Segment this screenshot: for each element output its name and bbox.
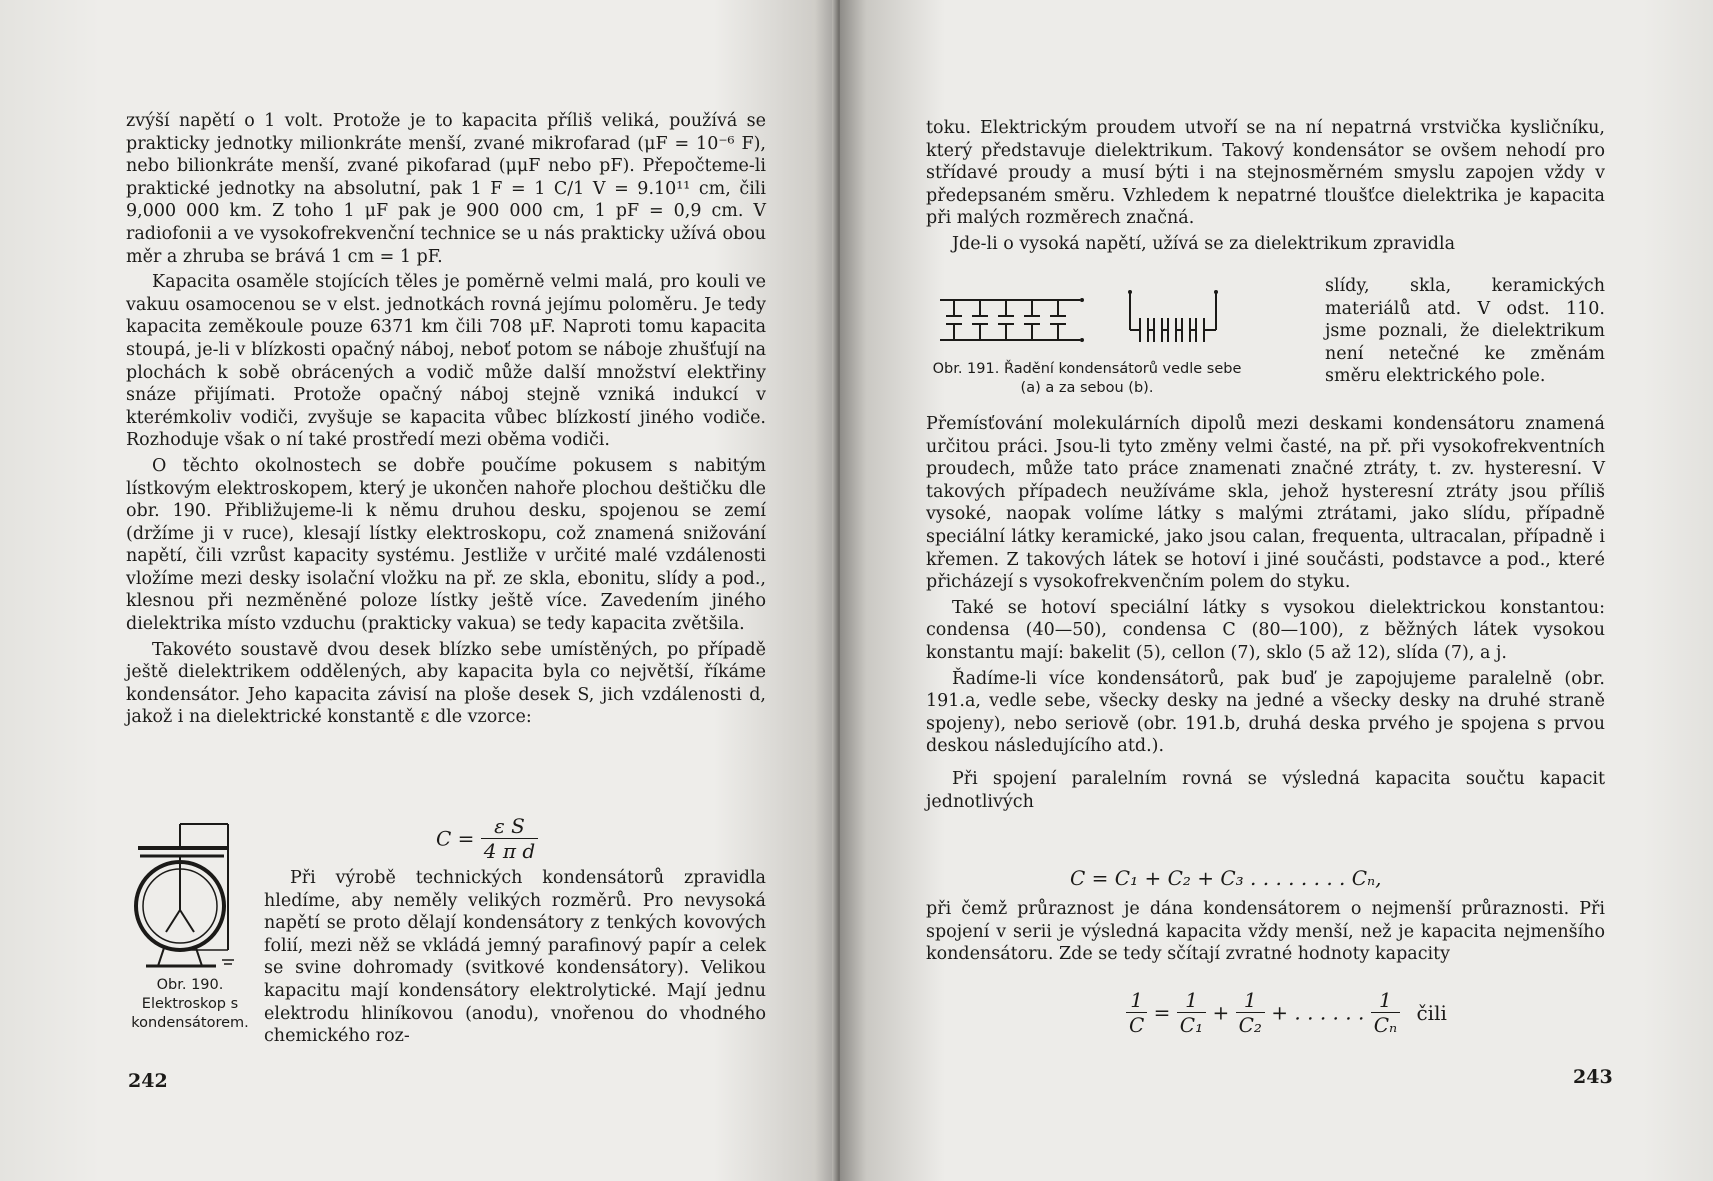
- right-para-1: toku. Elektrickým proudem utvoří se na ní nepatrná vrstvička kysličníku, který představuje dielektrikum. Takový kondensátor se ovšem nehodí pro střídavé proudy a musí býti i na stejnosměrném smyslu zapojen vždy v předepsaném směru. Vzhledem k nepatrné tloušťce dielektrika je kapacita při malých rozměrech značná.: [926, 118, 1605, 229]
- formula-fraction: [481, 814, 538, 863]
- right-page: [840, 0, 1713, 1181]
- formula-denominator: 4 π d: [483, 839, 536, 863]
- left-para-2: Kapacita osaměle stojících těles je poměrně velmi malá, pro kouli ve vakuu osamocenou se v elst. jednotkách rovná jejímu poloměru. Je tedy kapacita zeměkoule pouze 6371 km čili 708 μF. Naproti tomu kapacita stoupá, je-li v blízkosti opačný náboj, neboť potom se náboje zhušťují na plochách k sobě obrácených a vodič může další množství elektřiny snáze přijímati. Protože opačný náboj stejně vzniká indukcí v kterémkoliv vodiči, zvyšuje se kapacita vůbec blízkostí jiného vodiče. Rozhoduje však o ní také prostředí mezi oběma vodiči.: [126, 272, 766, 451]
- formula-lhs: C =: [436, 826, 475, 851]
- series-cili: čili: [1416, 1000, 1447, 1025]
- series-capacity-formula: $\frac{1}{C}$ = $\frac{1}{\text{C₁}}$ + $\frac{1}{\text{C₂}}$ + . . . . . . $\frac{1}{\text{Cₙ}}$ čili: [1126, 988, 1447, 1037]
- series-frac-cn: $\frac{1}{\text{Cₙ}}$: [1371, 988, 1400, 1037]
- right-para-7: při čemž průraznost je dána kondensátorem o nejmenší průraznosti. Při spojení v serii je výsledná kapacita vždy menší, než je kapacita nejmenšího kondensátoru. Zde se tedy sčítají zvratné hodnoty kapacity: [926, 899, 1605, 965]
- right-para-6: Při spojení paralelním rovná se výsledná kapacita součtu kapacit jednotlivých: [926, 768, 1605, 812]
- left-text-block-top: [126, 110, 766, 729]
- right-para-4: Také se hotoví speciální látky s vysokou dielektrickou konstantou: condensa (40—50), condensa C (80—100), z běžných látek vysokou konstantu mají: bakelit (5), cellon (7), sklo (5 až 12), slída (7), a j.: [926, 597, 1605, 663]
- series-dots: + . . . . . .: [1271, 1000, 1365, 1025]
- left-para-3: O těchto okolnostech se dobře poučíme pokusem s nabitým lístkovým elektroskopem, který je ukončen nahoře plochou deštičku dle obr. 190. Přibližujeme-li k němu druhou desku, spojenou se zemí (držíme ji v ruce), klesají lístky elektroskopu, což znamená snižování napětí, čili vzrůst kapacity systému. Jestliže v určité malé vzdálenosti vložíme mezi desky isolační vložku na př. ze skla, ebonitu, slídy a pod., klesnou při nezměněné poloze lístky ještě více. Zavedením jiného dielektrika místo vzduchu (prakticky vakua) se tedy kapacita zvětšila.: [126, 455, 766, 635]
- left-page-number: 242: [128, 1070, 168, 1092]
- formula-numerator: ε S: [481, 814, 538, 839]
- left-para-1: zvýší napětí o 1 volt. Protože je to kapacita příliš veliká, používá se prakticky jednotky milionkráte menší, zvané mikrofarad (μF = 10⁻⁶ F), nebo bilionkráte menší, zvané pikofarad (μμF nebo pF). Přepočteme-li praktické jednotky na absolutní, pak 1 F = 1 C/1 V = 9.10¹¹ cm, čili 9,000 000 km. Z toho 1 μF pak je 900 000 cm, 1 pF = 0,9 cm. V radiofonii a ve vysokofrekvenční technice se u nás prakticky užívá obou měr a zhruba se brává 1 cm = 1 pF.: [126, 111, 766, 267]
- series-frac-c: $\frac{1}{C}$: [1126, 988, 1147, 1037]
- right-text-block-main: [926, 413, 1605, 813]
- left-para-4: Takovéto soustavě dvou desek blízko sebe umístěných, po případě ještě dielektrikem oddělených, aby kapacita byla co největší, říkáme kondensátor. Jeho kapacita závisí na ploše desek S, jich vzdálenosti d, jakož i na dielektrické konstantě ε dle vzorce:: [126, 639, 766, 728]
- right-page-number: 243: [1573, 1066, 1613, 1088]
- fig191-capacitors-drawing: [940, 292, 1240, 348]
- right-text-block-bottom: [926, 898, 1605, 966]
- capacity-formula: [436, 814, 538, 863]
- right-text-block-top: [926, 117, 1605, 256]
- right-para-2-lead: Jde-li o vysoká napětí, užívá se za dielektrikum zpravidla: [952, 233, 1456, 254]
- fig190-caption: Obr. 190. Elektroskop s kondensátorem.: [131, 977, 249, 1031]
- series-frac-c2: $\frac{1}{\text{C₂}}$: [1236, 988, 1265, 1037]
- right-para-5: Řadíme-li více kondensátorů, pak buď je zapojujeme paralelně (obr. 191.a, vedle sebe, všecky desky na jedné a všecky desky na druhé straně spojeny), nebo seriově (obr. 191.b, druhá deska prvého je spojena s prvou deskou následujícího atd.).: [926, 668, 1605, 757]
- left-text-block-bottom: [264, 867, 766, 1048]
- right-para-2-side: slídy, skla, keramických materiálů atd. V odst. 110. jsme poznali, že dielektrikum není netečné ke změnám směru elektrického pole.: [1325, 276, 1605, 387]
- series-frac-c1: $\frac{1}{\text{C₁}}$: [1177, 988, 1206, 1037]
- left-para-5: Při výrobě technických kondensátorů zpravidla hledíme, aby neměly velikých rozměrů. Pro nevysoká napětí se proto dělají kondensátory z tenkých kovových folií, mezi něž se vkládá jemný parafinový papír a celek se svine dohromady (svitkové kondensátory). Velikou kapacitu mají kondensátory elektrolytické. Mají jednu elektrodu hliníkovou (anodu), vnořenou do vhodného chemického roz-: [264, 868, 766, 1047]
- parallel-capacity-formula: C = C₁ + C₂ + C₃ . . . . . . . . Cₙ,: [1070, 866, 1382, 890]
- fig191-caption: Obr. 191. Řadění kondensátorů vedle sebe (a) a za sebou (b).: [932, 361, 1242, 396]
- fig190-electroscope-drawing: [128, 824, 258, 974]
- right-para-3: Přemísťování molekulárních dipolů mezi deskami kondensátoru znamená určitou práci. Jsou-li tyto změny velmi časté, na př. při vysokofrekventních proudech, může tato práce znamenati značné ztráty, t. zv. hysteresní. V takových případech neužíváme skla, jehož hysteresní ztráty jsou příliš vysoké, naopak volíme látky s malými ztrátami, jako slídu, případně speciální látky keramické, jako jsou calan, frequenta, ultracalan, případně i křemen. Z takových látek se hotoví i jiné součásti, podstavce a pod., které přicházejí s vysokofrekvenčním polem do styku.: [926, 414, 1605, 593]
- right-side-text: [1325, 275, 1605, 388]
- left-page: [0, 0, 840, 1181]
